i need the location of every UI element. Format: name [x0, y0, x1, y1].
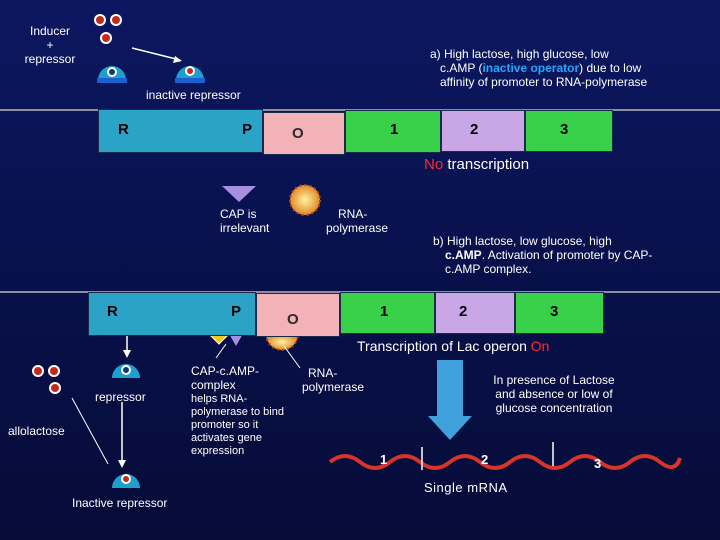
presence-note [474, 373, 634, 415]
no-transcription-status [424, 156, 529, 173]
gene2-label-top: 2 [470, 121, 479, 138]
caption-a-line3: affinity of promoter to RNA-polymerase [440, 75, 648, 89]
inactive-repressor-label-bottom: Inactive repressor [72, 496, 168, 510]
gene1-label-bottom: 1 [380, 303, 389, 320]
regulator-label-top: R [118, 121, 129, 138]
cap-note-line1: helps RNA- [191, 393, 248, 405]
gene1-label-top: 1 [390, 121, 399, 138]
cap-triangle [222, 186, 256, 202]
gene3-bottom [515, 292, 604, 334]
caption-a-line2 [430, 61, 700, 75]
caption-b-camp: c.AMP [445, 248, 482, 262]
on-word: On [530, 338, 550, 354]
repressor-shape-bottom [112, 364, 140, 378]
allolactose-molecules [32, 365, 61, 394]
caption-a-post: ) due to low [579, 61, 642, 75]
inducer-word: Inducer [29, 24, 71, 38]
single-mrna-label: Single mRNA [424, 480, 508, 495]
cap-irrelevant-line1: CAP is [220, 207, 257, 221]
cap-irrelevant-label [220, 207, 269, 235]
rna-polymerase-label-bottom [302, 366, 392, 394]
operator-bottom [256, 293, 340, 337]
presence-line1: In presence of Lactose [493, 373, 615, 387]
inactive-repressor-shape-top [175, 66, 205, 83]
inactive-repressor-shape-bottom [112, 474, 140, 488]
rna-polymerase-label-top [326, 207, 416, 235]
inducer-molecules [94, 14, 122, 44]
rna-polymerase-top [290, 185, 320, 215]
cap-camp-line1: CAP-c.AMP- [191, 364, 260, 378]
mrna-label-1: 1 [380, 452, 388, 467]
mrna-label-3: 3 [594, 456, 602, 471]
plus-sign: + [46, 38, 54, 52]
regulator-gene-bottom [88, 292, 256, 336]
inducer-label [22, 24, 78, 66]
transcription-on-pre: Transcription of Lac operon [357, 338, 531, 354]
cap-note [191, 393, 284, 458]
cap-note-line2: polymerase to bind [191, 406, 284, 418]
promoter-label-top: P [242, 121, 253, 138]
gene3-top [525, 110, 613, 152]
repressor-shape-top [97, 66, 127, 83]
cap-irrelevant-line2: irrelevant [220, 221, 270, 235]
regulator-gene-top [98, 109, 263, 153]
cap-note-line3: promoter so it [191, 419, 259, 431]
gene2-label-bottom: 2 [459, 303, 468, 320]
caption-a [430, 47, 700, 89]
gene1-top [345, 110, 441, 153]
gene1-bottom [340, 292, 435, 334]
caption-a-pre: c.AMP ( [440, 61, 483, 75]
presence-line2: and absence or low of [495, 387, 613, 401]
caption-b [433, 234, 703, 276]
cap-camp-label [191, 364, 259, 392]
repressor-word: repressor [24, 52, 76, 66]
promoter-label-bottom: P [231, 303, 242, 320]
rna-pol-top-line2: polymerase [326, 221, 389, 235]
operator-top [263, 112, 345, 155]
caption-b-line2 [433, 248, 703, 262]
cap-note-line4: activates gene [191, 432, 262, 444]
rna-pol-top-line1: RNA- [338, 207, 368, 221]
regulator-label-bottom: R [107, 303, 118, 320]
allolactose-label: allolactose [8, 424, 65, 438]
caption-b-line3: c.AMP complex. [445, 262, 532, 276]
operator-label-bottom: O [287, 311, 299, 328]
gene3-label-top: 3 [560, 121, 569, 138]
rna-pol-bottom-line1: RNA- [308, 366, 338, 380]
transcription-on-status [357, 338, 549, 354]
operator-label-top: O [292, 125, 304, 142]
repressor-label-bottom: repressor [95, 390, 146, 404]
cap-note-line5: expression [191, 445, 245, 457]
presence-line3: glucose concentration [495, 401, 613, 415]
gene2-top [441, 110, 525, 152]
inactive-operator-highlight: inactive operator [482, 61, 580, 75]
inactive-repressor-label-top: inactive repressor [146, 88, 241, 102]
binding-arrow [132, 48, 180, 60]
caption-b-line1: b) High lactose, low glucose, high [433, 234, 612, 248]
cap-camp-line2: complex [191, 378, 236, 392]
mrna-label-2: 2 [481, 452, 489, 467]
no-word: No [424, 156, 444, 173]
transcription-arrow [428, 360, 472, 440]
rna-pol-bottom-line2: polymerase [302, 380, 365, 394]
gene2-bottom [435, 292, 515, 334]
caption-a-line1: a) High lactose, high glucose, low [430, 47, 609, 61]
no-transcription-rest: transcription [443, 156, 530, 173]
caption-b-rest: . Activation of promoter by CAP- [481, 248, 653, 262]
gene3-label-bottom: 3 [550, 303, 559, 320]
